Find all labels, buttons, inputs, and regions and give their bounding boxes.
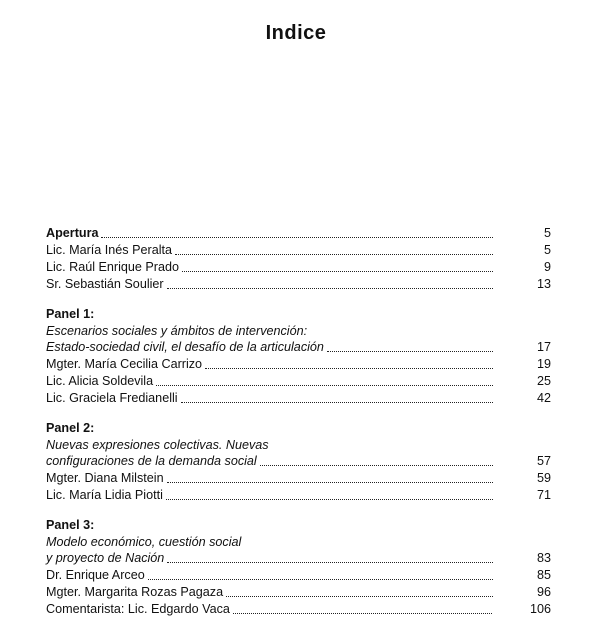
entry-page: 5 bbox=[543, 226, 551, 240]
entry-page: 96 bbox=[536, 585, 551, 599]
toc-entry[interactable] bbox=[46, 390, 551, 407]
entry-page: 106 bbox=[529, 602, 551, 616]
dot-leader bbox=[233, 613, 492, 614]
panel-subtitle: Escenarios sociales y ámbitos de intervención: bbox=[46, 324, 308, 338]
entry-page: 85 bbox=[536, 568, 551, 582]
entry-label: Lic. Alicia Soldevila bbox=[46, 374, 154, 388]
section-apertura bbox=[46, 225, 551, 293]
table-of-contents bbox=[46, 225, 551, 631]
entry-label: Dr. Enrique Arceo bbox=[46, 568, 145, 582]
entry-label: y proyecto de Nación bbox=[46, 551, 165, 565]
entry-page: 57 bbox=[536, 454, 551, 468]
entry-label: Comentarista: Lic. Edgardo Vaca bbox=[46, 602, 230, 616]
dot-leader bbox=[166, 499, 493, 500]
dot-leader bbox=[226, 596, 493, 597]
toc-entry-panel-subtitle[interactable] bbox=[46, 550, 551, 567]
toc-entry[interactable] bbox=[46, 584, 551, 601]
entry-label: Estado-sociedad civil, el desafío de la articulación bbox=[46, 340, 324, 354]
dot-leader bbox=[101, 237, 493, 238]
entry-page: 42 bbox=[536, 391, 551, 405]
entry-page: 5 bbox=[543, 243, 551, 257]
dot-leader bbox=[205, 368, 493, 369]
entry-label: Lic. Raúl Enrique Prado bbox=[46, 260, 180, 274]
toc-entry[interactable] bbox=[46, 356, 551, 373]
entry-label: Sr. Sebastián Soulier bbox=[46, 277, 164, 291]
dot-leader bbox=[167, 288, 493, 289]
toc-entry[interactable] bbox=[46, 276, 551, 293]
entry-label: Apertura bbox=[46, 226, 99, 240]
entry-page: 17 bbox=[536, 340, 551, 354]
toc-entry-panel-subtitle[interactable] bbox=[46, 453, 551, 470]
toc-entry[interactable] bbox=[46, 259, 551, 276]
toc-entry[interactable] bbox=[46, 567, 551, 584]
toc-entry-apertura[interactable] bbox=[46, 225, 551, 242]
dot-leader bbox=[156, 385, 493, 386]
entry-label: Mgter. María Cecilia Carrizo bbox=[46, 357, 203, 371]
panel-heading: Panel 1: bbox=[46, 307, 95, 321]
entry-page: 83 bbox=[536, 551, 551, 565]
toc-entry[interactable] bbox=[46, 242, 551, 259]
dot-leader bbox=[167, 482, 493, 483]
panel-heading: Panel 3: bbox=[46, 518, 95, 532]
panel-heading: Panel 2: bbox=[46, 421, 95, 435]
panel-subtitle: Modelo económico, cuestión social bbox=[46, 535, 242, 549]
entry-page: 13 bbox=[536, 277, 551, 291]
dot-leader bbox=[260, 465, 493, 466]
dot-leader bbox=[327, 351, 493, 352]
section-panel-1 bbox=[46, 306, 551, 407]
entry-label: configuraciones de la demanda social bbox=[46, 454, 257, 468]
dot-leader bbox=[181, 402, 493, 403]
entry-page: 9 bbox=[543, 260, 551, 274]
dot-leader bbox=[175, 254, 493, 255]
dot-leader bbox=[148, 579, 493, 580]
page-title: Indice bbox=[265, 22, 327, 44]
entry-label: Mgter. Diana Milstein bbox=[46, 471, 164, 485]
entry-label: Lic. María Lidia Piotti bbox=[46, 488, 163, 502]
dot-leader bbox=[167, 562, 493, 563]
entry-label: Lic. Graciela Fredianelli bbox=[46, 391, 178, 405]
entry-label: Lic. María Inés Peralta bbox=[46, 243, 172, 257]
dot-leader bbox=[182, 271, 493, 272]
entry-page: 71 bbox=[536, 488, 551, 502]
entry-page: 59 bbox=[536, 471, 551, 485]
toc-entry[interactable] bbox=[46, 601, 551, 618]
entry-page: 25 bbox=[536, 374, 551, 388]
entry-page: 19 bbox=[536, 357, 551, 371]
toc-entry[interactable] bbox=[46, 487, 551, 504]
panel-subtitle: Nuevas expresiones colectivas. Nuevas bbox=[46, 438, 269, 452]
toc-entry[interactable] bbox=[46, 470, 551, 487]
section-panel-3 bbox=[46, 517, 551, 618]
entry-label: Mgter. Margarita Rozas Pagaza bbox=[46, 585, 224, 599]
toc-entry-panel-subtitle[interactable] bbox=[46, 339, 551, 356]
toc-entry[interactable] bbox=[46, 373, 551, 390]
section-panel-2 bbox=[46, 420, 551, 504]
